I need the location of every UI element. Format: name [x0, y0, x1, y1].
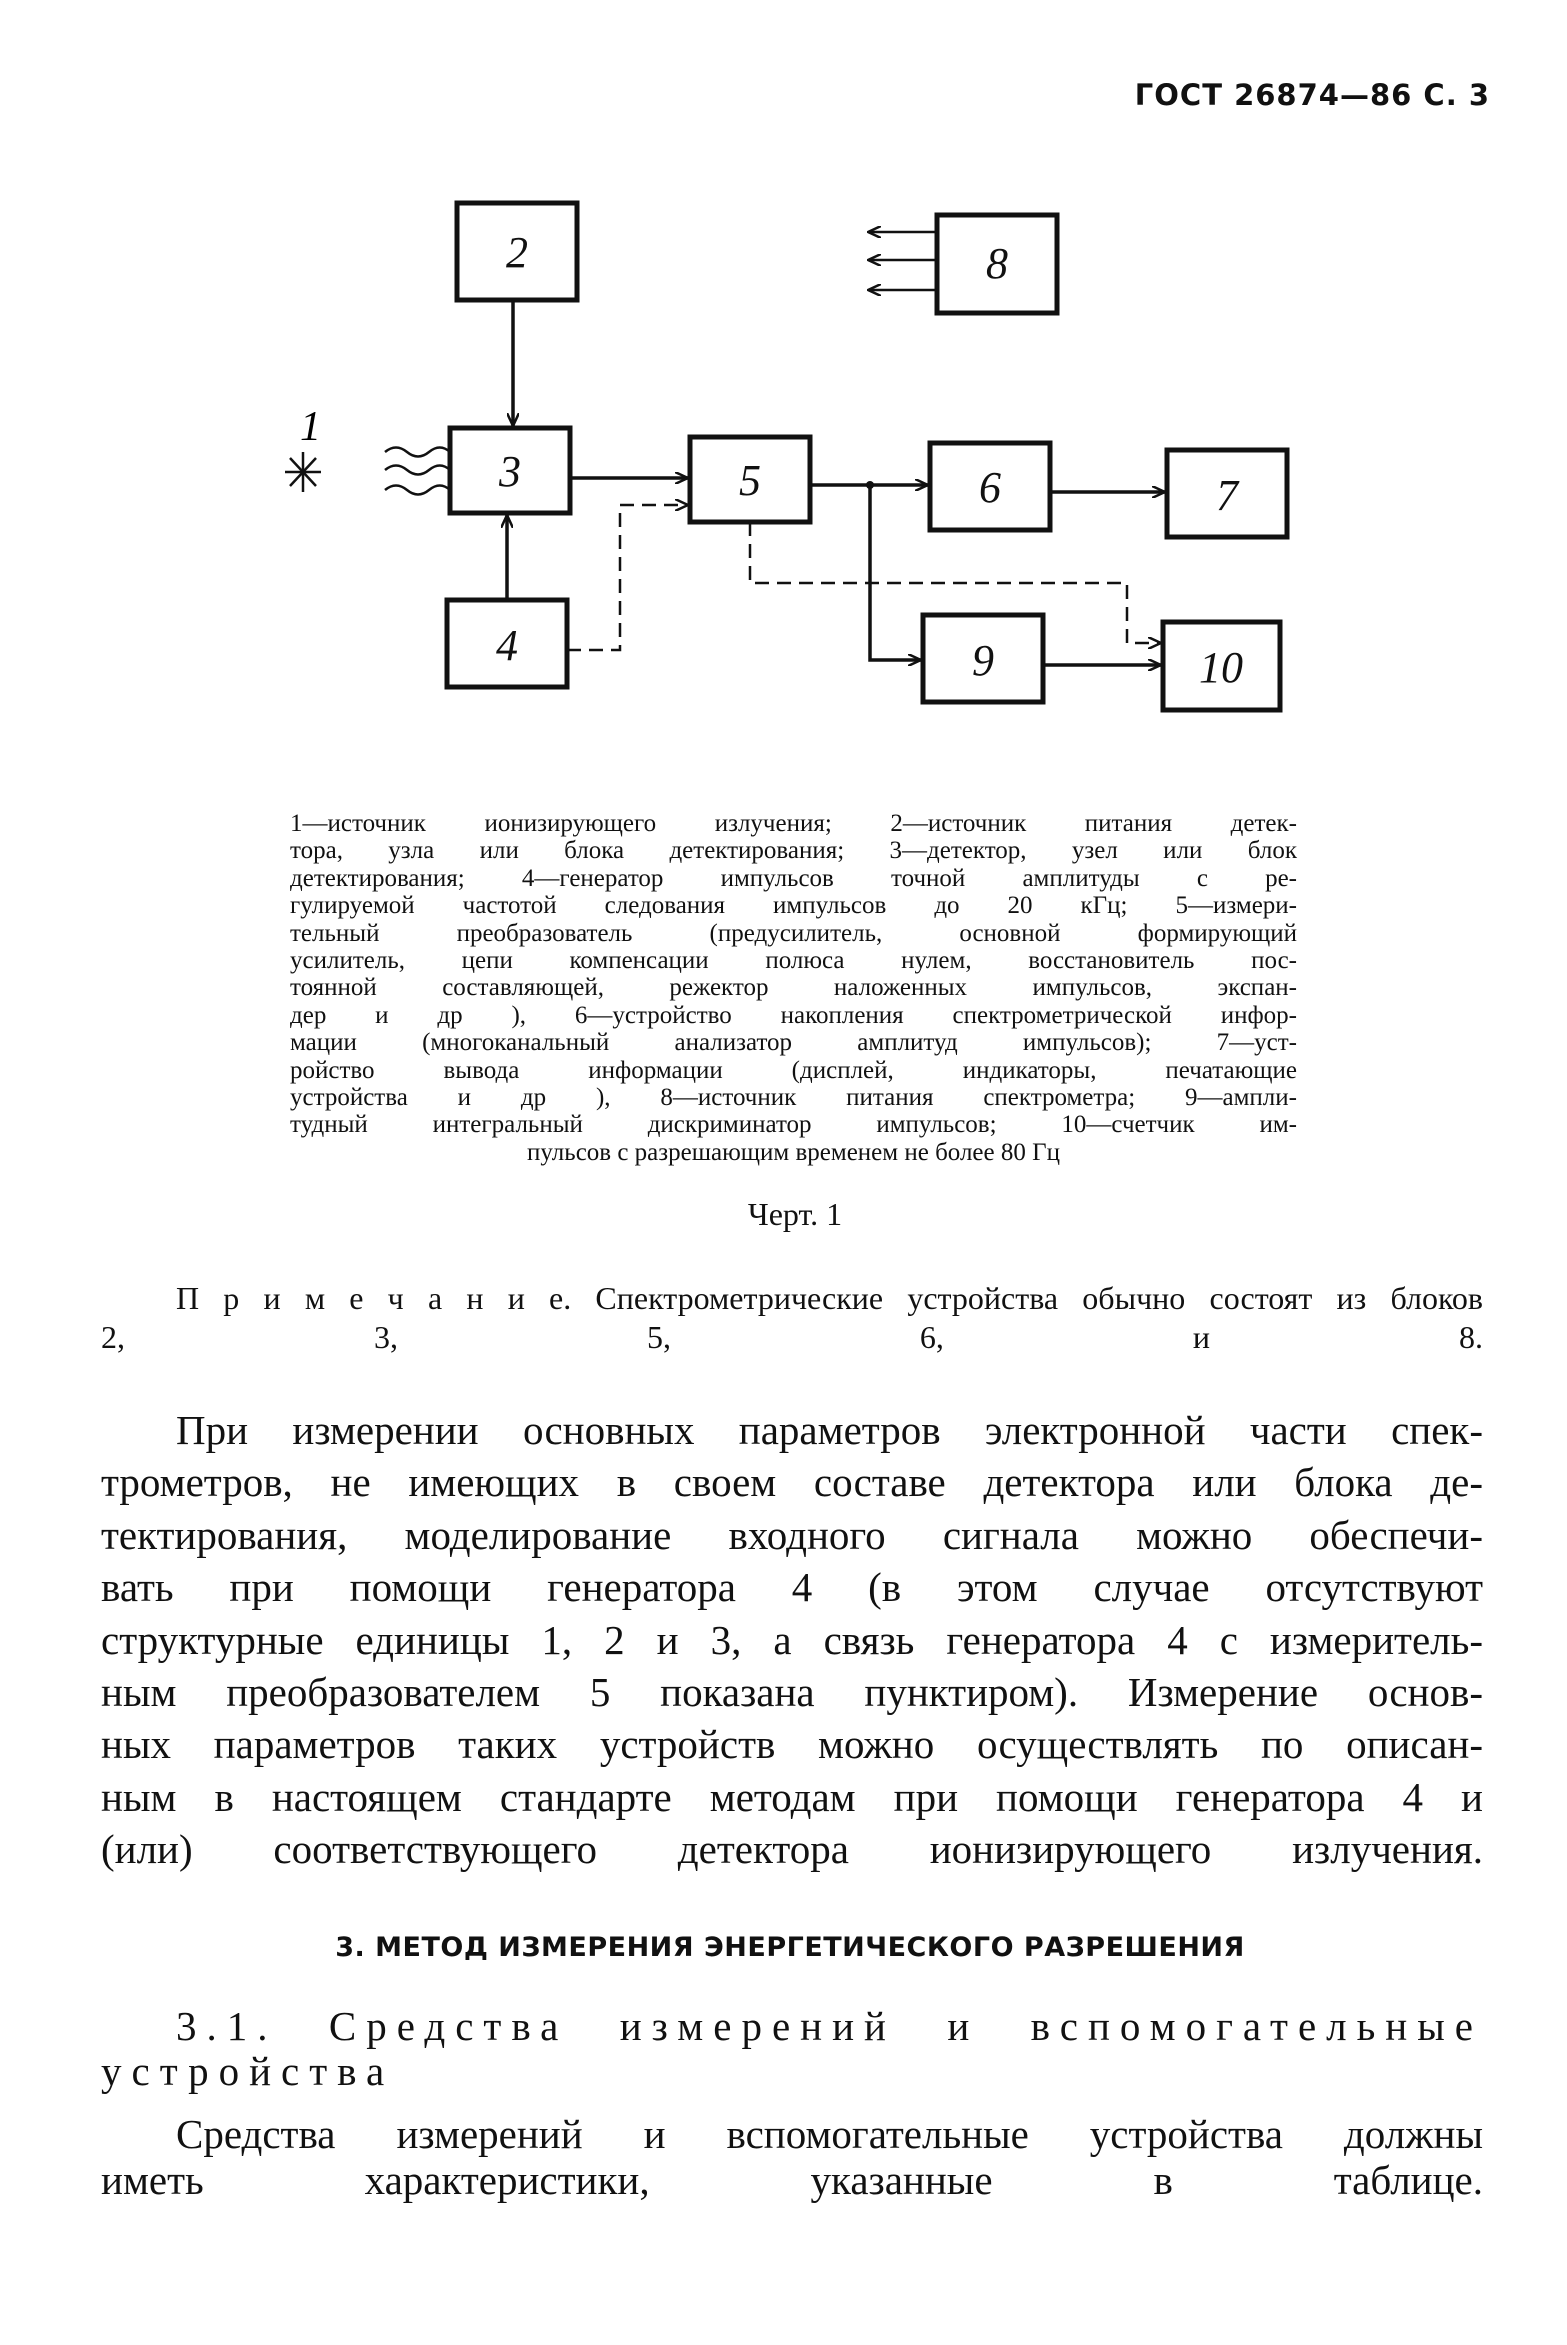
text-line: ройство вывода информации (дисплей, индикаторы, печатающие: [290, 1056, 1297, 1084]
blocks: [447, 203, 1287, 710]
text-line: 3.1. Средства измерений и вспомогательные: [176, 2003, 1483, 2049]
connections: [507, 232, 1165, 665]
block-label: 6: [979, 463, 1001, 512]
text-line: структурные единицы 1, 2 и 3, а связь генератора 4 с измеритель-: [101, 1616, 1483, 1663]
text-line: иметь характеристики, указанные в таблице.: [101, 2157, 1483, 2203]
text-line: тора, узла или блока детектирования; 3—детектор, узел или блок: [290, 837, 1297, 865]
text-line: ных параметров таких устройств можно осуществлять по описан-: [101, 1721, 1483, 1768]
text-line: тоянной составляющей, режектор наложенных импульсов, экспан-: [290, 974, 1297, 1002]
text-line: (или) соответствующего детектора ионизирующего излучения.: [101, 1826, 1483, 1873]
block-label: 3: [499, 447, 521, 496]
source-label: 1: [300, 404, 321, 450]
text-line: тектирования, моделирование входного сигнала можно обеспечи-: [101, 1511, 1483, 1558]
dashed-connections: [567, 505, 1161, 650]
dashed-4-to-5: [567, 505, 688, 650]
text-line: детектирования; 4—генератор импульсов точной амплитуды с ре-: [290, 864, 1297, 892]
section-heading: 3. МЕТОД ИЗМЕРЕНИЯ ЭНЕРГЕТИЧЕСКОГО РАЗРЕШЕНИЯ: [335, 1932, 1245, 1963]
block-label: 4: [496, 621, 518, 670]
block-label: 10: [1199, 643, 1243, 692]
radiation-source-icon: [285, 452, 321, 492]
block-label: 5: [739, 456, 761, 505]
page-header: ГОСТ 26874—86 С. 3: [1134, 78, 1490, 112]
text-line: П р и м е ч а н и е. Спектрометрические устройства обычно состоят из блоков: [176, 1280, 1483, 1316]
dashed-5-to-10: [750, 522, 1161, 643]
text-line: При измерении основных параметров электронной части спек-: [176, 1407, 1483, 1453]
block-label: 7: [1216, 471, 1238, 520]
text-line: 1—источник ионизирующего излучения; 2—источник питания детек-: [290, 810, 1297, 837]
text-line: гулируемой частотой следования импульсов до 20 кГц; 5—измери-: [290, 892, 1297, 920]
text-line: вать при помощи генератора 4 (в этом случае отсутствуют: [101, 1564, 1483, 1611]
block-label: 9: [972, 636, 994, 685]
text-line: ным в настоящем стандарте методам при помощи генератора 4 и: [101, 1773, 1483, 1820]
text-line: усилитель, цепи компенсации полюса нулем, восстановитель пос-: [290, 947, 1297, 974]
text-line: устройства: [101, 2048, 395, 2094]
radiation-waves-icon: [385, 448, 450, 495]
text-line: дер и др ), 6—устройство накопления спектрометрической инфор-: [290, 1001, 1297, 1029]
block-label: 2: [506, 228, 528, 277]
block-label: 8: [986, 239, 1008, 288]
junction-dot: [866, 481, 874, 489]
text-line: Средства измерений и вспомогательные устройства должны: [176, 2111, 1483, 2157]
text-line: ным преобразователем 5 показана пунктиром). Измерение основ-: [101, 1669, 1483, 1715]
text-line: устройства и др ), 8—источник питания спектрометра; 9—ампли-: [290, 1084, 1297, 1111]
text-line: тельный преобразователь (предусилитель, основной формирующий: [290, 919, 1297, 947]
text-line: тудный интегральный дискриминатор импульсов; 10—счетчик им-: [290, 1111, 1297, 1139]
text-line: мации (многоканальный анализатор амплитуд импульсов); 7—уст-: [290, 1029, 1297, 1057]
text-line: пульсов с разрешающим временем не более 80 Гц: [527, 1138, 1060, 1166]
text-line: 2, 3, 5, 6, и 8.: [101, 1319, 1483, 1355]
figure-title: Черт. 1: [747, 1196, 843, 1232]
arrow-5-to-9: [870, 485, 921, 660]
block-diagram: [0, 0, 1567, 760]
text-line: трометров, не имеющих в своем составе детектора или блока де-: [101, 1459, 1483, 1506]
